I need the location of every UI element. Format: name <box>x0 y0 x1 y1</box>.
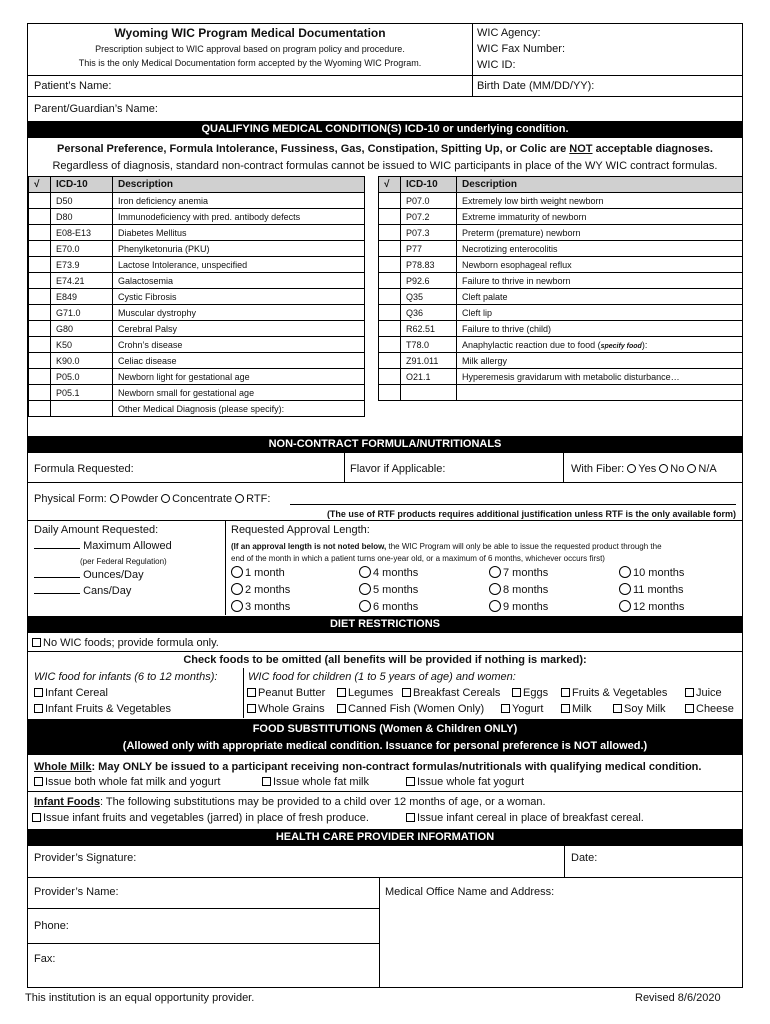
icd-description: Cleft palate <box>457 289 743 305</box>
infant-foods-rule: Infant Foods: The following substitutions may be provided to a child over 12 months of age, or a woman. <box>34 796 546 808</box>
month-option: 5 months <box>359 583 418 597</box>
icd-description: Galactosemia <box>113 273 365 289</box>
icd-description: Failure to thrive (child) <box>457 321 743 337</box>
omit-option: Peanut Butter <box>247 687 325 700</box>
month-option: 8 months <box>489 583 548 597</box>
divider <box>243 668 244 718</box>
month-radio[interactable] <box>359 600 371 612</box>
icd-row <box>29 385 365 401</box>
icd-description: Phenylketonuria (PKU) <box>113 241 365 257</box>
icd-description: Extremely low birth weight newborn <box>457 193 743 209</box>
divider <box>563 453 564 482</box>
divider <box>564 846 565 877</box>
month-option: 1 month <box>231 566 285 580</box>
month-radio[interactable] <box>619 583 631 595</box>
approval-length-label: Requested Approval Length: <box>231 524 370 536</box>
month-radio[interactable] <box>489 600 501 612</box>
icd-code: P92.6 <box>401 273 457 289</box>
icd-row <box>379 337 743 353</box>
icd-code: P78.83 <box>401 257 457 273</box>
juice-checkbox[interactable] <box>685 688 694 697</box>
icd-code: P05.1 <box>51 385 113 401</box>
icd-row <box>379 353 743 369</box>
icd-row <box>29 337 365 353</box>
omit-option: Fruits & Vegetables <box>561 687 667 700</box>
patient-name-field[interactable]: Patient’s Name: <box>34 80 112 92</box>
sub-option: Issue whole fat yogurt <box>406 776 524 789</box>
icd-check-cell[interactable] <box>29 305 51 321</box>
omit-option: Yogurt <box>501 703 543 716</box>
icd-check-cell[interactable] <box>29 241 51 257</box>
daily-amount-label: Daily Amount Requested: <box>34 524 159 536</box>
month-radio[interactable] <box>359 566 371 578</box>
icd-description: Anaphylactic reaction due to food (specify food): <box>457 337 743 353</box>
infant-cereal-sub-checkbox[interactable] <box>406 813 415 822</box>
month-radio[interactable] <box>489 566 501 578</box>
icd-code: G71.0 <box>51 305 113 321</box>
icd-row <box>379 385 743 401</box>
medical-office-field[interactable]: Medical Office Name and Address: <box>385 886 555 898</box>
rtf-input-line[interactable] <box>290 504 736 505</box>
provider-section-header: HEALTH CARE PROVIDER INFORMATION <box>28 829 742 846</box>
divider <box>28 482 742 483</box>
form-title: Wyoming WIC Program Medical Documentation <box>114 26 386 40</box>
icd-description: Necrotizing enterocolitis <box>457 241 743 257</box>
icd-code: Q35 <box>401 289 457 305</box>
provider-name-field[interactable]: Provider’s Name: <box>34 886 119 898</box>
omit-option: Cheese <box>685 703 734 716</box>
fiber-na-radio[interactable] <box>687 464 696 473</box>
omit-option: Soy Milk <box>613 703 666 716</box>
sub-option: Issue both whole fat milk and yogurt <box>34 776 220 789</box>
icd-code: G80 <box>51 321 113 337</box>
legumes-checkbox[interactable] <box>337 688 346 697</box>
omit-option: Juice <box>685 687 722 700</box>
yogurt-checkbox[interactable] <box>501 704 510 713</box>
omit-option: Eggs <box>512 687 548 700</box>
icd-description: Crohn’s disease <box>113 337 365 353</box>
icd-check-cell[interactable] <box>379 209 401 225</box>
icd-row <box>29 321 365 337</box>
icd-code: D80 <box>51 209 113 225</box>
icd-row <box>29 369 365 385</box>
icd-description: Failure to thrive in newborn <box>457 273 743 289</box>
icd-description: Extreme immaturity of newborn <box>457 209 743 225</box>
month-option: 11 months <box>619 583 684 597</box>
fiber-no-radio[interactable] <box>659 464 668 473</box>
icd-code: P07.3 <box>401 225 457 241</box>
icd-description: Milk allergy <box>457 353 743 369</box>
month-option: 12 months <box>619 600 684 614</box>
approval-note: end of the month in which a patient turns one-year old, or a maximum of 6 months, whichever occurs first) <box>231 554 605 563</box>
fiber-options: With Fiber: Yes No N/A <box>571 463 717 475</box>
icd-code: E70.0 <box>51 241 113 257</box>
month-option: 6 months <box>359 600 418 614</box>
icd-row <box>379 305 743 321</box>
provider-signature-field[interactable]: Provider’s Signature: <box>34 852 137 864</box>
icd-code: Q36 <box>401 305 457 321</box>
wic-fax-field[interactable]: WIC Fax Number: <box>477 43 566 55</box>
icd-description: Hyperemesis gravidarum with metabolic disturbance… <box>457 369 743 385</box>
form-subtitle: Prescription subject to WIC approval based on program policy and procedure. <box>95 44 405 54</box>
icd-check-cell[interactable] <box>379 273 401 289</box>
icd-code: K50 <box>51 337 113 353</box>
diet-section-header: DIET RESTRICTIONS <box>28 616 742 633</box>
icd-row <box>29 241 365 257</box>
ounces-field[interactable]: Ounces/Day <box>34 569 144 582</box>
icd-row <box>379 225 743 241</box>
fruits-veg-checkbox[interactable] <box>561 688 570 697</box>
icd-row <box>379 241 743 257</box>
omit-option: Infant Cereal <box>34 687 108 700</box>
infant-fruits-veg-checkbox[interactable] <box>34 704 43 713</box>
icd-check-cell[interactable] <box>29 273 51 289</box>
icd-check-cell[interactable] <box>379 257 401 273</box>
max-allowed-field[interactable]: Maximum Allowed <box>34 540 172 553</box>
icd-check-cell[interactable] <box>379 241 401 257</box>
icd-code: P07.2 <box>401 209 457 225</box>
icd-row <box>29 209 365 225</box>
icd-check-cell[interactable] <box>29 321 51 337</box>
icd-description: Diabetes Mellitus <box>113 225 365 241</box>
cheese-checkbox[interactable] <box>685 704 694 713</box>
icd-row <box>29 305 365 321</box>
soy-milk-checkbox[interactable] <box>613 704 622 713</box>
sub-option: Issue whole fat milk <box>262 776 369 789</box>
guardian-name-field[interactable]: Parent/Guardian’s Name: <box>34 103 158 115</box>
birth-date-field[interactable]: Birth Date (MM/DD/YY): <box>477 80 595 92</box>
substitutions-section-header: FOOD SUBSTITUTIONS (Women & Children ONLY) (Allowed only with appropriate medical condition. Issuance for personal preference is NOT allowed.) <box>28 719 742 755</box>
icd-row <box>379 369 743 385</box>
icd-description: Newborn esophageal reflux <box>457 257 743 273</box>
sub-option: Issue infant fruits and vegetables (jarred) in place of fresh produce. <box>32 812 369 825</box>
icd-code: P05.0 <box>51 369 113 385</box>
icd-check-cell[interactable] <box>29 257 51 273</box>
peanut-butter-checkbox[interactable] <box>247 688 256 697</box>
icd-code: E849 <box>51 289 113 305</box>
icd-code: K90.0 <box>51 353 113 369</box>
divider <box>28 877 742 878</box>
children-heading: WIC food for children (1 to 5 years of age) and women: <box>248 671 516 683</box>
divider <box>28 943 380 944</box>
icd-check-cell[interactable] <box>29 385 51 401</box>
month-option: 9 months <box>489 600 548 614</box>
icd-row <box>29 289 365 305</box>
month-option: 4 months <box>359 566 418 580</box>
rtf-note: (The use of RTF products requires additional justification unless RTF is the only available form) <box>326 509 736 519</box>
icd-code: R62.51 <box>401 321 457 337</box>
divider <box>472 24 473 96</box>
icd-description: Immunodeficiency with pred. antibody defects <box>113 209 365 225</box>
icd-check-cell[interactable] <box>29 337 51 353</box>
icd-description: Newborn small for gestational age <box>113 385 365 401</box>
month-radio[interactable] <box>619 566 631 578</box>
icd-check-cell[interactable] <box>379 305 401 321</box>
month-radio[interactable] <box>619 600 631 612</box>
infants-heading: WIC food for infants (6 to 12 months): <box>34 671 218 683</box>
canned-fish-checkbox[interactable] <box>337 704 346 713</box>
milk-checkbox[interactable] <box>561 704 570 713</box>
powder-radio[interactable] <box>110 494 119 503</box>
icd-check-cell[interactable] <box>29 193 51 209</box>
icd-code: Z91.011 <box>401 353 457 369</box>
whole-grains-checkbox[interactable] <box>247 704 256 713</box>
icd-description: Lactose Intolerance, unspecified <box>113 257 365 273</box>
icd-code: P77 <box>401 241 457 257</box>
icd-row <box>379 257 743 273</box>
icd-check-cell[interactable] <box>29 209 51 225</box>
omit-option: Breakfast Cereals <box>402 687 500 700</box>
diagnosis-note: Personal Preference, Formula Intolerance, Fussiness, Gas, Constipation, Spitting Up, or Colic are NOT acceptable diagnoses. <box>57 143 713 155</box>
icd-row <box>29 225 365 241</box>
icd-description: Cystic Fibrosis <box>113 289 365 305</box>
icd-check-cell[interactable] <box>379 369 401 385</box>
both-milk-yogurt-checkbox[interactable] <box>34 777 43 786</box>
icd-description: Celiac disease <box>113 353 365 369</box>
icd-row <box>29 193 365 209</box>
approval-note: (If an approval length is not noted below, the WIC Program will only be able to issue the requested product through the <box>231 542 662 551</box>
divider <box>225 520 226 615</box>
divider <box>28 75 742 76</box>
month-radio[interactable] <box>359 583 371 595</box>
icd-description: Cerebral Palsy <box>113 321 365 337</box>
formula-note: Regardless of diagnosis, standard non-contract formulas cannot be issued to WIC participants in place of the WY WIC contract formulas. <box>52 160 718 172</box>
per-federal-note: (per Federal Regulation) <box>80 557 167 566</box>
icd-table-right: √ ICD-10 Description P07.0 Extremely low birth weight newborn P07.2 Extreme immaturity of newborn P07.3 Preterm (premature) newborn P77 Necrotizing enterocolitis P78.83 Newborn esophageal reflux P92.6 Failure to thrive in newborn Q35 Cleft palate Q36 Cleft lip R62.51 Failure to thrive (child) T78.0 Anaphylactic reaction due to food (specify food): Z91.011 Milk allergy O21.1 Hyperemesis gravidarum with metabolic disturbance… <box>378 176 743 401</box>
month-radio[interactable] <box>231 583 243 595</box>
icd-row <box>379 193 743 209</box>
physical-form-options: Physical Form: Powder Concentrate RTF: <box>34 493 271 505</box>
divider <box>28 791 742 792</box>
icd-check-cell[interactable] <box>379 225 401 241</box>
divider <box>344 453 345 482</box>
icd-code <box>51 401 113 417</box>
icd-row <box>29 401 365 417</box>
icd-code: O21.1 <box>401 369 457 385</box>
icd-code: E08-E13 <box>51 225 113 241</box>
icd-check-cell[interactable] <box>379 337 401 353</box>
icd-check-cell[interactable] <box>379 353 401 369</box>
icd-code <box>401 385 457 401</box>
phone-field[interactable]: Phone: <box>34 920 69 932</box>
sub-option: Issue infant cereal in place of breakfast cereal. <box>406 812 644 825</box>
icd-description: Cleft lip <box>457 305 743 321</box>
icd-description: Newborn light for gestational age <box>113 369 365 385</box>
icd-code: D50 <box>51 193 113 209</box>
icd-table-left: √ ICD-10 Description D50 Iron deficiency anemia D80 Immunodeficiency with pred. antibody defects E08-E13 Diabetes Mellitus E70.0 Phenylketonuria (PKU) E73.9 Lactose Intolerance, unspecified E74.21 Galactosemia E849 Cystic Fibrosis G71.0 Muscular dystrophy G80 Cerebral Palsy K50 Crohn’s disease K90.0 Celiac disease P05.0 Newborn light for gestational age P05.1 Newborn small for gestational age Other Medical Diagnosis (please specify): <box>28 176 365 417</box>
eggs-checkbox[interactable] <box>512 688 521 697</box>
icd-check-cell[interactable] <box>29 289 51 305</box>
icd-row <box>379 209 743 225</box>
wic-id-field[interactable]: WIC ID: <box>477 59 516 71</box>
omit-option: Milk <box>561 703 592 716</box>
infant-cereal-checkbox[interactable] <box>34 688 43 697</box>
icd-code: P07.0 <box>401 193 457 209</box>
formula-requested-field[interactable]: Formula Requested: <box>34 463 134 475</box>
omit-option: Whole Grains <box>247 703 325 716</box>
icd-row <box>379 321 743 337</box>
fax-field[interactable]: Fax: <box>34 953 56 965</box>
cans-field[interactable]: Cans/Day <box>34 585 131 598</box>
concentrate-radio[interactable] <box>161 494 170 503</box>
icd-code: T78.0 <box>401 337 457 353</box>
month-option: 3 months <box>231 600 290 614</box>
no-wic-foods-option: No WIC foods; provide formula only. <box>32 637 219 650</box>
month-option: 10 months <box>619 566 684 580</box>
no-wic-foods-checkbox[interactable] <box>32 638 41 647</box>
icd-code: E74.21 <box>51 273 113 289</box>
month-radio[interactable] <box>231 600 243 612</box>
divider <box>28 520 742 521</box>
icd-description: Iron deficiency anemia <box>113 193 365 209</box>
divider <box>28 651 742 652</box>
icd-check-cell[interactable] <box>29 225 51 241</box>
icd-check-cell[interactable] <box>29 401 51 417</box>
flavor-field[interactable]: Flavor if Applicable: <box>350 463 446 475</box>
icd-row <box>29 257 365 273</box>
icd-description: Preterm (premature) newborn <box>457 225 743 241</box>
divider <box>379 877 380 987</box>
infant-fv-sub-checkbox[interactable] <box>32 813 41 822</box>
whole-yogurt-checkbox[interactable] <box>406 777 415 786</box>
omit-option: Infant Fruits & Vegetables <box>34 703 171 716</box>
month-option: 2 months <box>231 583 290 597</box>
icd-check-cell[interactable] <box>379 289 401 305</box>
icd-description: Muscular dystrophy <box>113 305 365 321</box>
revision-date: Revised 8/6/2020 <box>635 992 721 1004</box>
month-radio[interactable] <box>231 566 243 578</box>
icd-code: E73.9 <box>51 257 113 273</box>
check-foods-instruction: Check foods to be omitted (all benefits will be provided if nothing is marked): <box>183 654 587 666</box>
icd-row <box>29 353 365 369</box>
icd-description <box>457 385 743 401</box>
fiber-yes-radio[interactable] <box>627 464 636 473</box>
formula-section-header: NON-CONTRACT FORMULA/NUTRITIONALS <box>28 436 742 453</box>
qualifying-section-header: QUALIFYING MEDICAL CONDITION(S) ICD-10 or underlying condition. <box>28 121 742 138</box>
whole-milk-rule: Whole Milk: May ONLY be issued to a participant receiving non-contract formulas/nutritionals with qualifying medical condition. <box>34 761 702 773</box>
omit-option: Canned Fish (Women Only) <box>337 703 484 716</box>
icd-check-cell[interactable] <box>379 193 401 209</box>
wic-agency-field[interactable]: WIC Agency: <box>477 27 541 39</box>
form-subtitle: This is the only Medical Documentation form accepted by the Wyoming WIC Program. <box>78 58 422 68</box>
icd-description: Other Medical Diagnosis (please specify): <box>113 401 365 417</box>
equal-opportunity: This institution is an equal opportunity provider. <box>25 992 255 1004</box>
month-radio[interactable] <box>489 583 501 595</box>
month-option: 7 months <box>489 566 548 580</box>
breakfast-cereals-checkbox[interactable] <box>402 688 411 697</box>
divider <box>28 908 380 909</box>
icd-row <box>29 273 365 289</box>
icd-check-cell[interactable] <box>29 353 51 369</box>
divider <box>28 96 742 97</box>
icd-row <box>379 289 743 305</box>
date-field[interactable]: Date: <box>571 852 598 864</box>
icd-check-cell[interactable] <box>379 321 401 337</box>
rtf-radio[interactable] <box>235 494 244 503</box>
icd-row <box>379 273 743 289</box>
icd-check-cell[interactable] <box>29 369 51 385</box>
whole-milk-checkbox[interactable] <box>262 777 271 786</box>
icd-check-cell[interactable] <box>379 385 401 401</box>
omit-option: Legumes <box>337 687 393 700</box>
